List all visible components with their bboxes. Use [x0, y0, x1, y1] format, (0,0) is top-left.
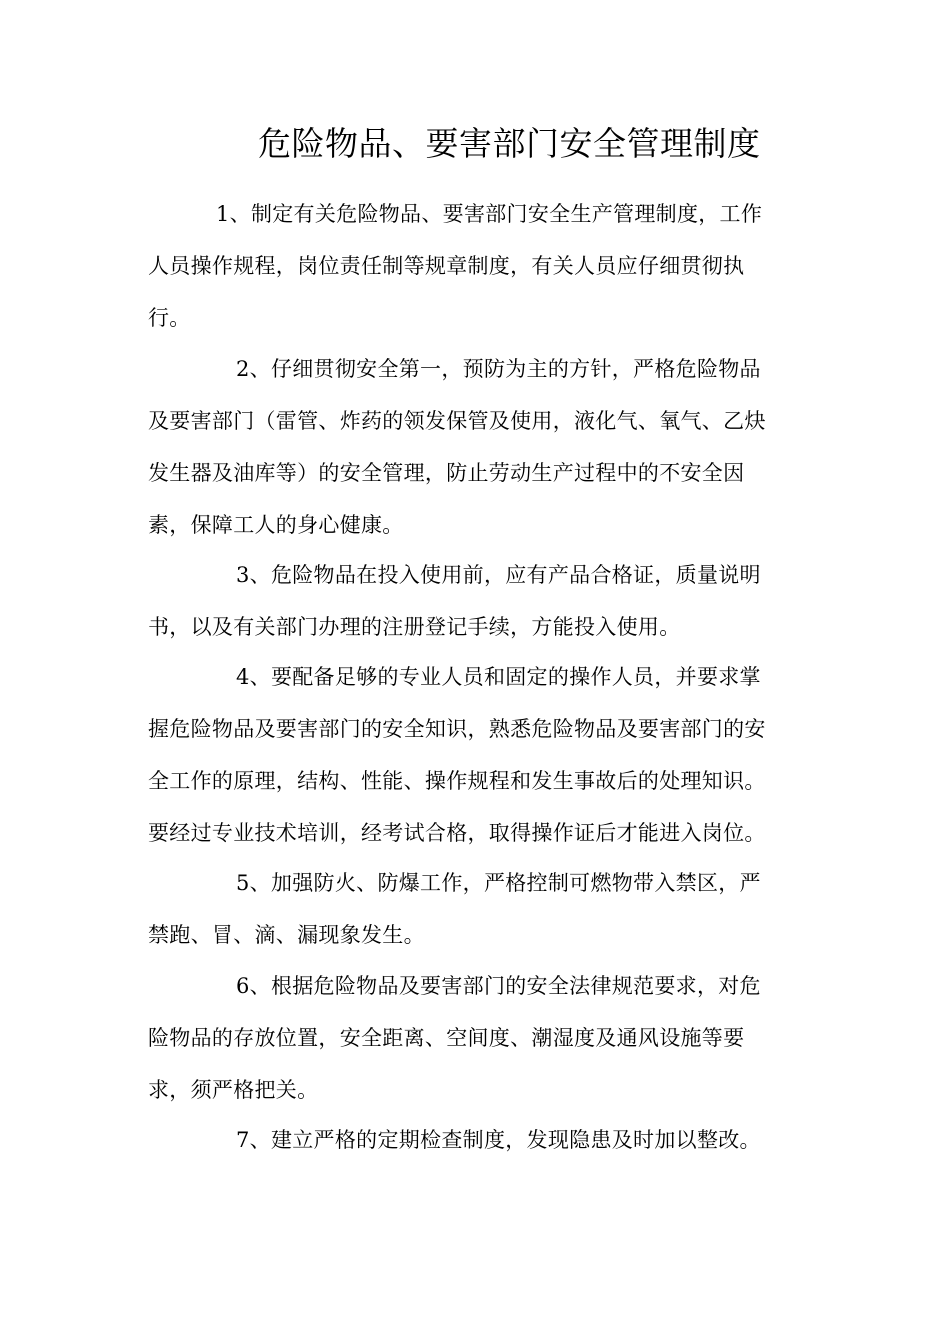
- paragraph-line: 险物品的存放位置，安全距离、空间度、潮湿度及通风设施等要: [148, 1026, 745, 1050]
- paragraph-line: 7、建立严格的定期检查制度，发现隐患及时加以整改。: [236, 1128, 761, 1152]
- paragraph-line: 行。: [148, 306, 191, 330]
- paragraph-line: 全工作的原理，结构、性能、操作规程和发生事故后的处理知识。: [148, 769, 766, 793]
- paragraph-line: 求，须严格把关。: [148, 1078, 319, 1102]
- paragraph-line: 5、加强防火、防爆工作，严格控制可燃物带入禁区，严: [236, 871, 761, 895]
- paragraph-line: 人员操作规程，岗位责任制等规章制度，有关人员应仔细贯彻执: [148, 254, 745, 278]
- paragraph-line: 1、制定有关危险物品、要害部门安全生产管理制度，工作: [216, 202, 763, 226]
- paragraph-line: 要经过专业技术培训，经考试合格，取得操作证后才能进入岗位。: [148, 821, 766, 845]
- paragraph-line: 素，保障工人的身心健康。: [148, 513, 404, 537]
- paragraph-line: 6、根据危险物品及要害部门的安全法律规范要求，对危: [236, 974, 761, 998]
- paragraph-line: 握危险物品及要害部门的安全知识，熟悉危险物品及要害部门的安: [148, 717, 766, 741]
- paragraph-line: 3、危险物品在投入使用前，应有产品合格证，质量说明: [236, 563, 761, 587]
- paragraph-line: 书，以及有关部门办理的注册登记手续，方能投入使用。: [148, 615, 681, 639]
- paragraph-line: 发生器及油库等）的安全管理，防止劳动生产过程中的不安全因: [148, 461, 745, 485]
- paragraph-line: 4、要配备足够的专业人员和固定的操作人员，并要求掌: [236, 665, 761, 689]
- paragraph-line: 2、仔细贯彻安全第一，预防为主的方针，严格危险物品: [236, 357, 761, 381]
- paragraph-line: 及要害部门（雷管、炸药的领发保管及使用，液化气、氧气、乙炔: [148, 409, 766, 433]
- paragraph-line: 禁跑、冒、滴、漏现象发生。: [148, 923, 425, 947]
- document-title: 危险物品、要害部门安全管理制度: [258, 124, 761, 163]
